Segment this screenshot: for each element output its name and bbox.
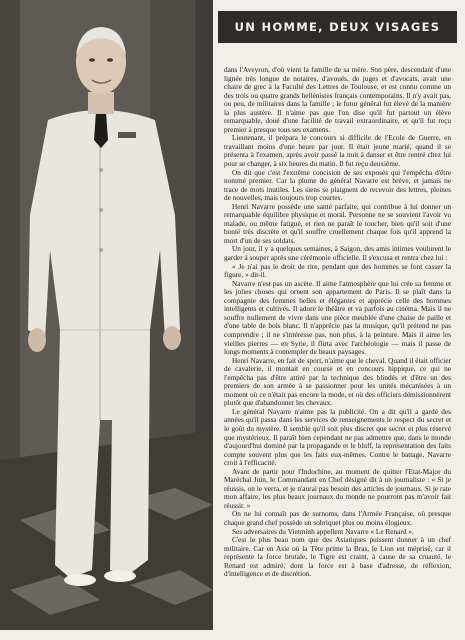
article-paragraph: Avant de partir pour l'Indochine, au moment de quitter l'Etat-Major du Maréchal Juin, le Commandant en Chef désigné dit à un journaliste : « Si je réussis, on le verra, et je n'aurai pas besoin des articles de journaux. Si je rate mon affaire, les plus beaux journaux du monde ne pourront pas m'avoir fait réussir. » [224, 466, 451, 510]
article-paragraph: Ses adversaires du Vietminh appellent Navarre « Le Renard ». [232, 526, 414, 536]
article-paragraph: C'est le plus beau nom que des Asiatiques puissent donner à un chef militaire. Car en Asie où la Tête prime la Bras, le Lion est méprisé, car il représente la force brutale, le Tigre est craint, à cause de sa cruauté, le Renard est admiré, dont la force est à base d'adresse, de réflexion, d'intelligence et de discrétion. [224, 535, 451, 579]
article-paragraph: Henri Navarre, en fait de sport, n'aime que le cheval. Quand il était officier de cavalerie, il montait en course et en concours hippique, ce qui ne l'empêcha pas d'être attiré par la technique des blindés et d'être un des premiers de son armée à se passionner pour les unités mécanisées à un moment où ce n'était pas encore la mode, et où des officiers démissionnèrent plutôt que d'abandonner les chevaux. [224, 355, 451, 408]
article-quote: « Je n'ai pas le droit de rire, pendant que des hommes se font casser la figure, » dit-il. [224, 261, 451, 280]
article-paragraph: dans l'Aveyron, d'où vient la famille de sa mère. Son père, descendant d'une lignée très longue de notaires, d'avoués, de juges et d'avocats, avait une chaire de grec à la Faculté des Lettres de Toulouse, et est connu comme un des trois ou quatre grands hellénistes français contemporains. Il n'y avait pas, ou peu, de militaires dans la famille ; le futur général fut élevé de la manière la plus austère. Il n'aime pas que l'on dise qu'il fut partout un élève remarquable, doué d'une facilité de travail extraordinaire, et qu'il fut reçu premier à presque tous ses examens. [224, 66, 451, 134]
article-paragraph: Henri Navarre possède une santé parfaite, qui contribue à lui donner un remarquable équilibre physique et moral. Personne ne se souvient l'avoir vu malade, ou même fatigué, et rien ne paraît le toucher, bien qu'il soit d'une bonté très discrète et qu'il souffre cruellement chaque fois qu'il apprend la mort d'un de ses soldats. [224, 201, 451, 245]
article-paragraph: Lieutenant, il prépara le concours si difficile de l'Ecole de Guerre, en travaillant moins d'une heure par jour. Il était jeune marié, quand il se présenta à l'examen, après avoir passé la nuit à danser et être rentré chez lui pour se changer, à six heures du matin. Il fut reçu deuxième. [224, 133, 451, 169]
header-banner [218, 11, 457, 43]
article-paragraph: On dit que c'est l'extrême concision de ses exposés qui l'empêcha d'être nommé premier. Car la plume du général Navarre est brève, et jamais ne trace de mots inutiles. Les siens se plaignent de recevoir des lettres, pleines de nouvelles, mais toujours trop courtes. [224, 167, 451, 203]
article-paragraph: Un jour, il y a quelques semaines, à Saigon, des amis intimes voulurent le garder à souper après une cérémonie officielle. Il s'excusa et rentra chez lui : [224, 244, 451, 263]
page-title: UN HOMME, DEUX VISAGES [234, 20, 441, 34]
article-paragraph: Le général Navarre n'aime pas la publicité. On a dit qu'il a gardé des années qu'il passa dans les services de renseignements le respect du secret et le goût du mystère. Il semble qu'il soit plus discret que secret et plus réservé que mystérieux. Il paraît bien cependant ne pas admettre que, dans le monde d'aujourd'hui dominé par la propagande et le bluff, la représentation des faits compte souvent plus que les faits eux-mêmes. Contre le battage, Navarre croit à l'efficacité. [224, 406, 451, 468]
portrait-photo [0, 0, 213, 630]
article-paragraph: Navarre n'est pas un ascète. Il aime l'atmosphère que lui crée sa femme et les jolies choses qui ornent son appartement de Paris. Il se plaît dans la compagnie des femmes belles et élégantes et apprécie celle des hommes intelligents et cultivés. Il adore le théâtre et va parfois au cinéma. Mais il ne souffre nullement de vivre dans une pièce meublée d'une chaise de paille et d'une table de bois blanc. Il n'apprécie pas la musique, qu'il prétend ne pas comprendre ; il ne s'intéresse pas, non plus, à la peinture. Mais il aime les vieilles pierres — en Syrie, il flirta avec l'archéologie — mais il passe de longs moments à contempler de beaux paysages. [224, 278, 451, 357]
portrait-illustration [0, 0, 213, 630]
article-paragraph: On ne lui connaît pas de surnoms, dans l'Armée Française, où presque chaque grand chef possède un sobriquet plus ou moins élogieux. [224, 509, 451, 527]
article-body [224, 66, 451, 626]
